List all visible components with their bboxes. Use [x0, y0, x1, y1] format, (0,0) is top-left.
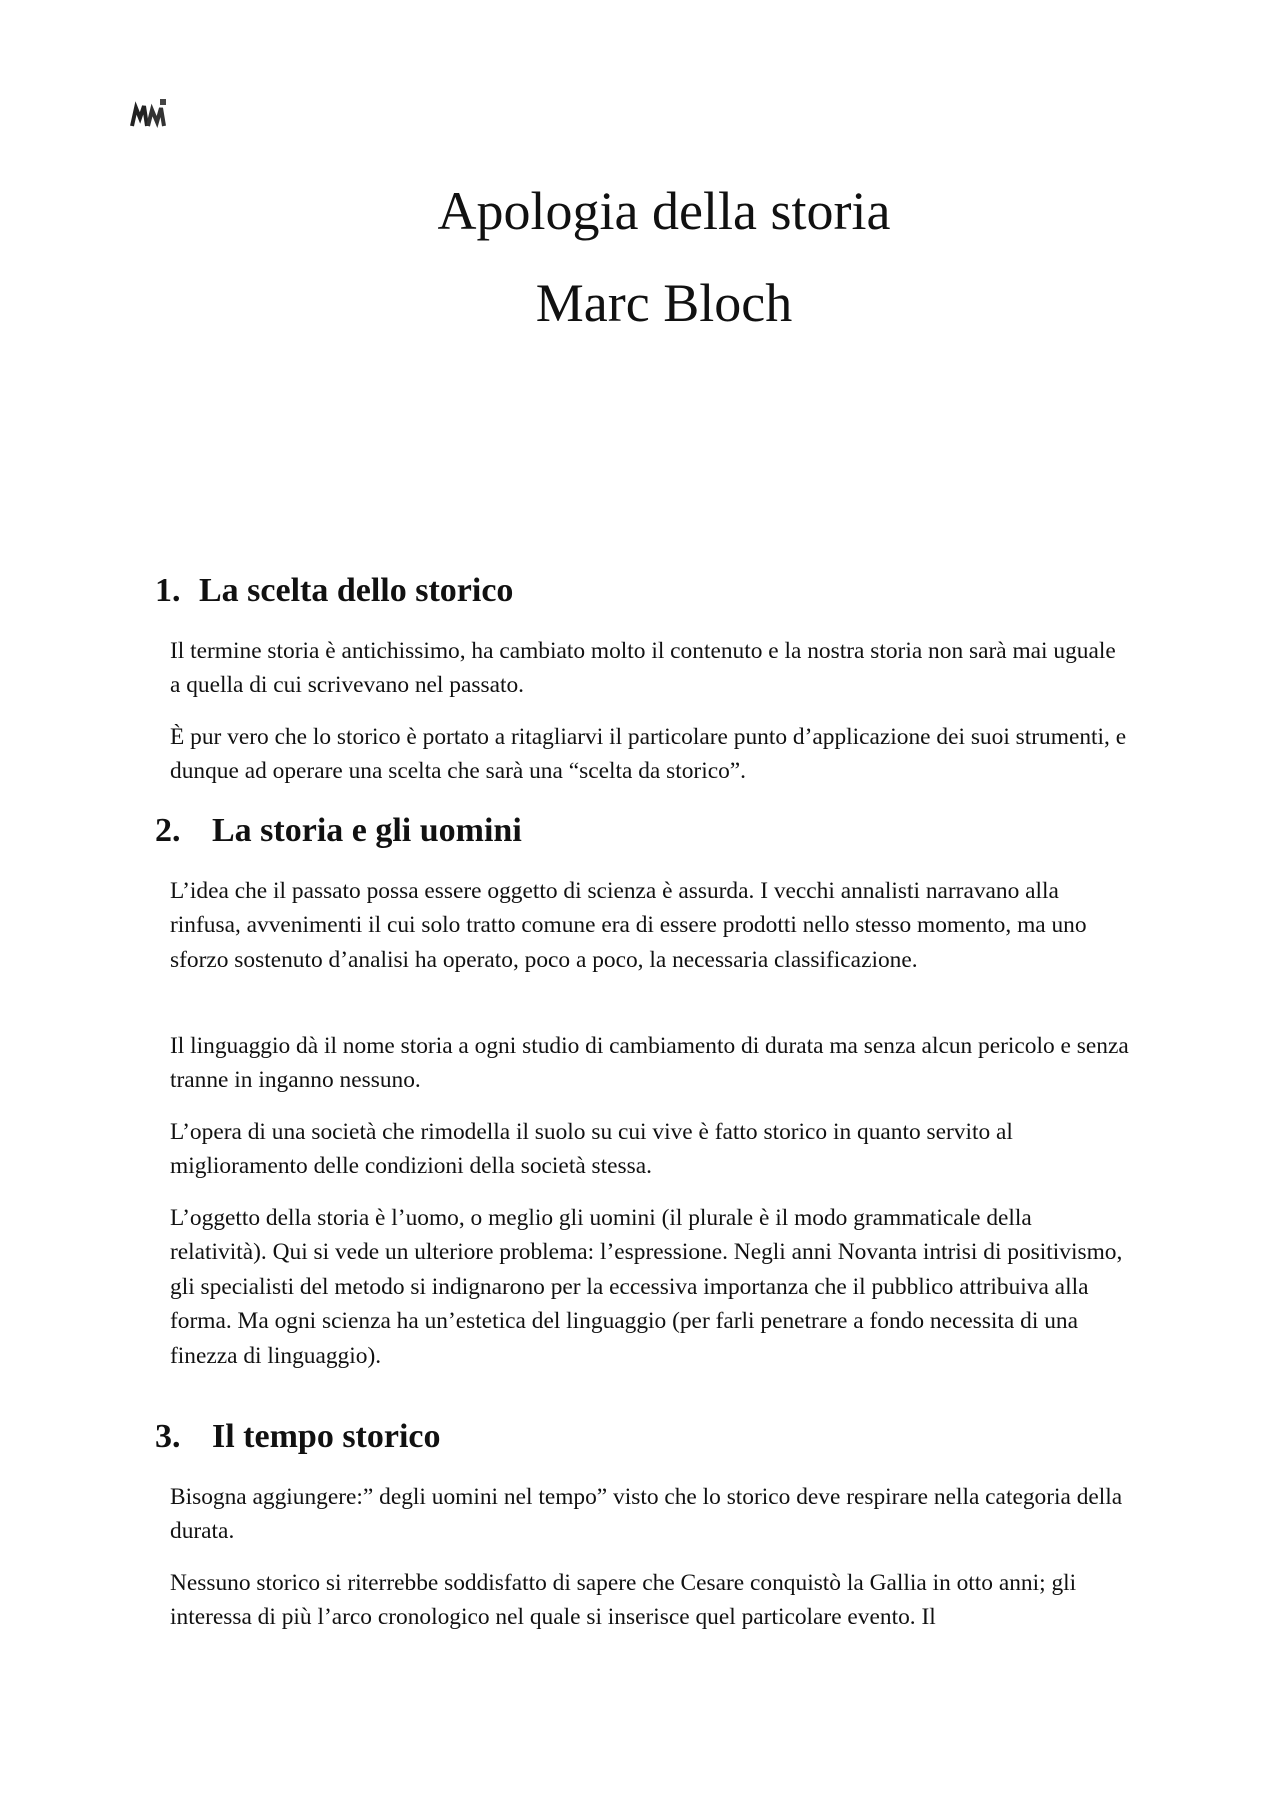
section-title: La scelta dello storico [199, 572, 514, 609]
section-number: 1. [155, 572, 181, 609]
paragraph: L’idea che il passato possa essere oggetto di scienza è assurda. I vecchi annalisti narravano alla rinfusa, avvenimenti il cui solo tratto comune era di essere prodotti nello stesso momento, ma uno sforzo sostenuto d’analisi ha operato, poco a poco, la necessaria classificazione. [170, 878, 1087, 973]
paragraph: Il termine storia è antichissimo, ha cambiato molto il contenuto e la nostra storia non sarà mai uguale a quella di cui scrivevano nel passato. [170, 638, 1116, 699]
section-heading-2 [155, 814, 522, 848]
document-title: Apologia della storia [437, 181, 891, 241]
section-title: Il tempo storico [212, 1418, 441, 1455]
paragraph: È pur vero che lo storico è portato a ritagliarvi il particolare punto d’applicazione dei suoi strumenti, e dunque ad operare una scelta che sarà una “scelta da storico”. [170, 724, 1127, 785]
paragraph: L’opera di una società che rimodella il suolo su cui vive è fatto storico in quanto servito al miglioramento delle condizioni della società stessa. [170, 1119, 1013, 1180]
paragraph: Nessuno storico si riterrebbe soddisfatto di sapere che Cesare conquistò la Gallia in otto anni; gli interessa di più l’arco cronologico nel quale si inserisce quel particolare evento. Il [170, 1570, 1077, 1631]
section-number: 2. [155, 812, 181, 849]
paragraph: L’oggetto della storia è l’uomo, o meglio gli uomini (il plurale è il modo grammaticale della relatività). Qui si vede un ulteriore problema: l’espressione. Negli anni Novanta intrisi di positivismo, gli specialisti del metodo si indignarono per la eccessiva importanza che il pubblico attribuiva alla forma. Ma ogni scienza ha un’estetica del linguaggio (per farli penetrare a fondo necessita di una finezza di linguaggio). [170, 1205, 1123, 1369]
section-heading-1 [155, 574, 513, 608]
document-author: Marc Bloch [535, 273, 793, 333]
section-title: La storia e gli uomini [212, 812, 522, 849]
paragraph: Il linguaggio dà il nome storia a ogni studio di cambiamento di durata ma senza alcun pericolo e senza tranne in inganno nessuno. [170, 1033, 1129, 1094]
publisher-logo-icon [130, 96, 170, 130]
section-number: 3. [155, 1418, 181, 1455]
paragraph: Bisogna aggiungere:” degli uomini nel tempo” visto che lo storico deve respirare nella categoria della durata. [170, 1484, 1123, 1545]
section-heading-3 [155, 1420, 441, 1454]
